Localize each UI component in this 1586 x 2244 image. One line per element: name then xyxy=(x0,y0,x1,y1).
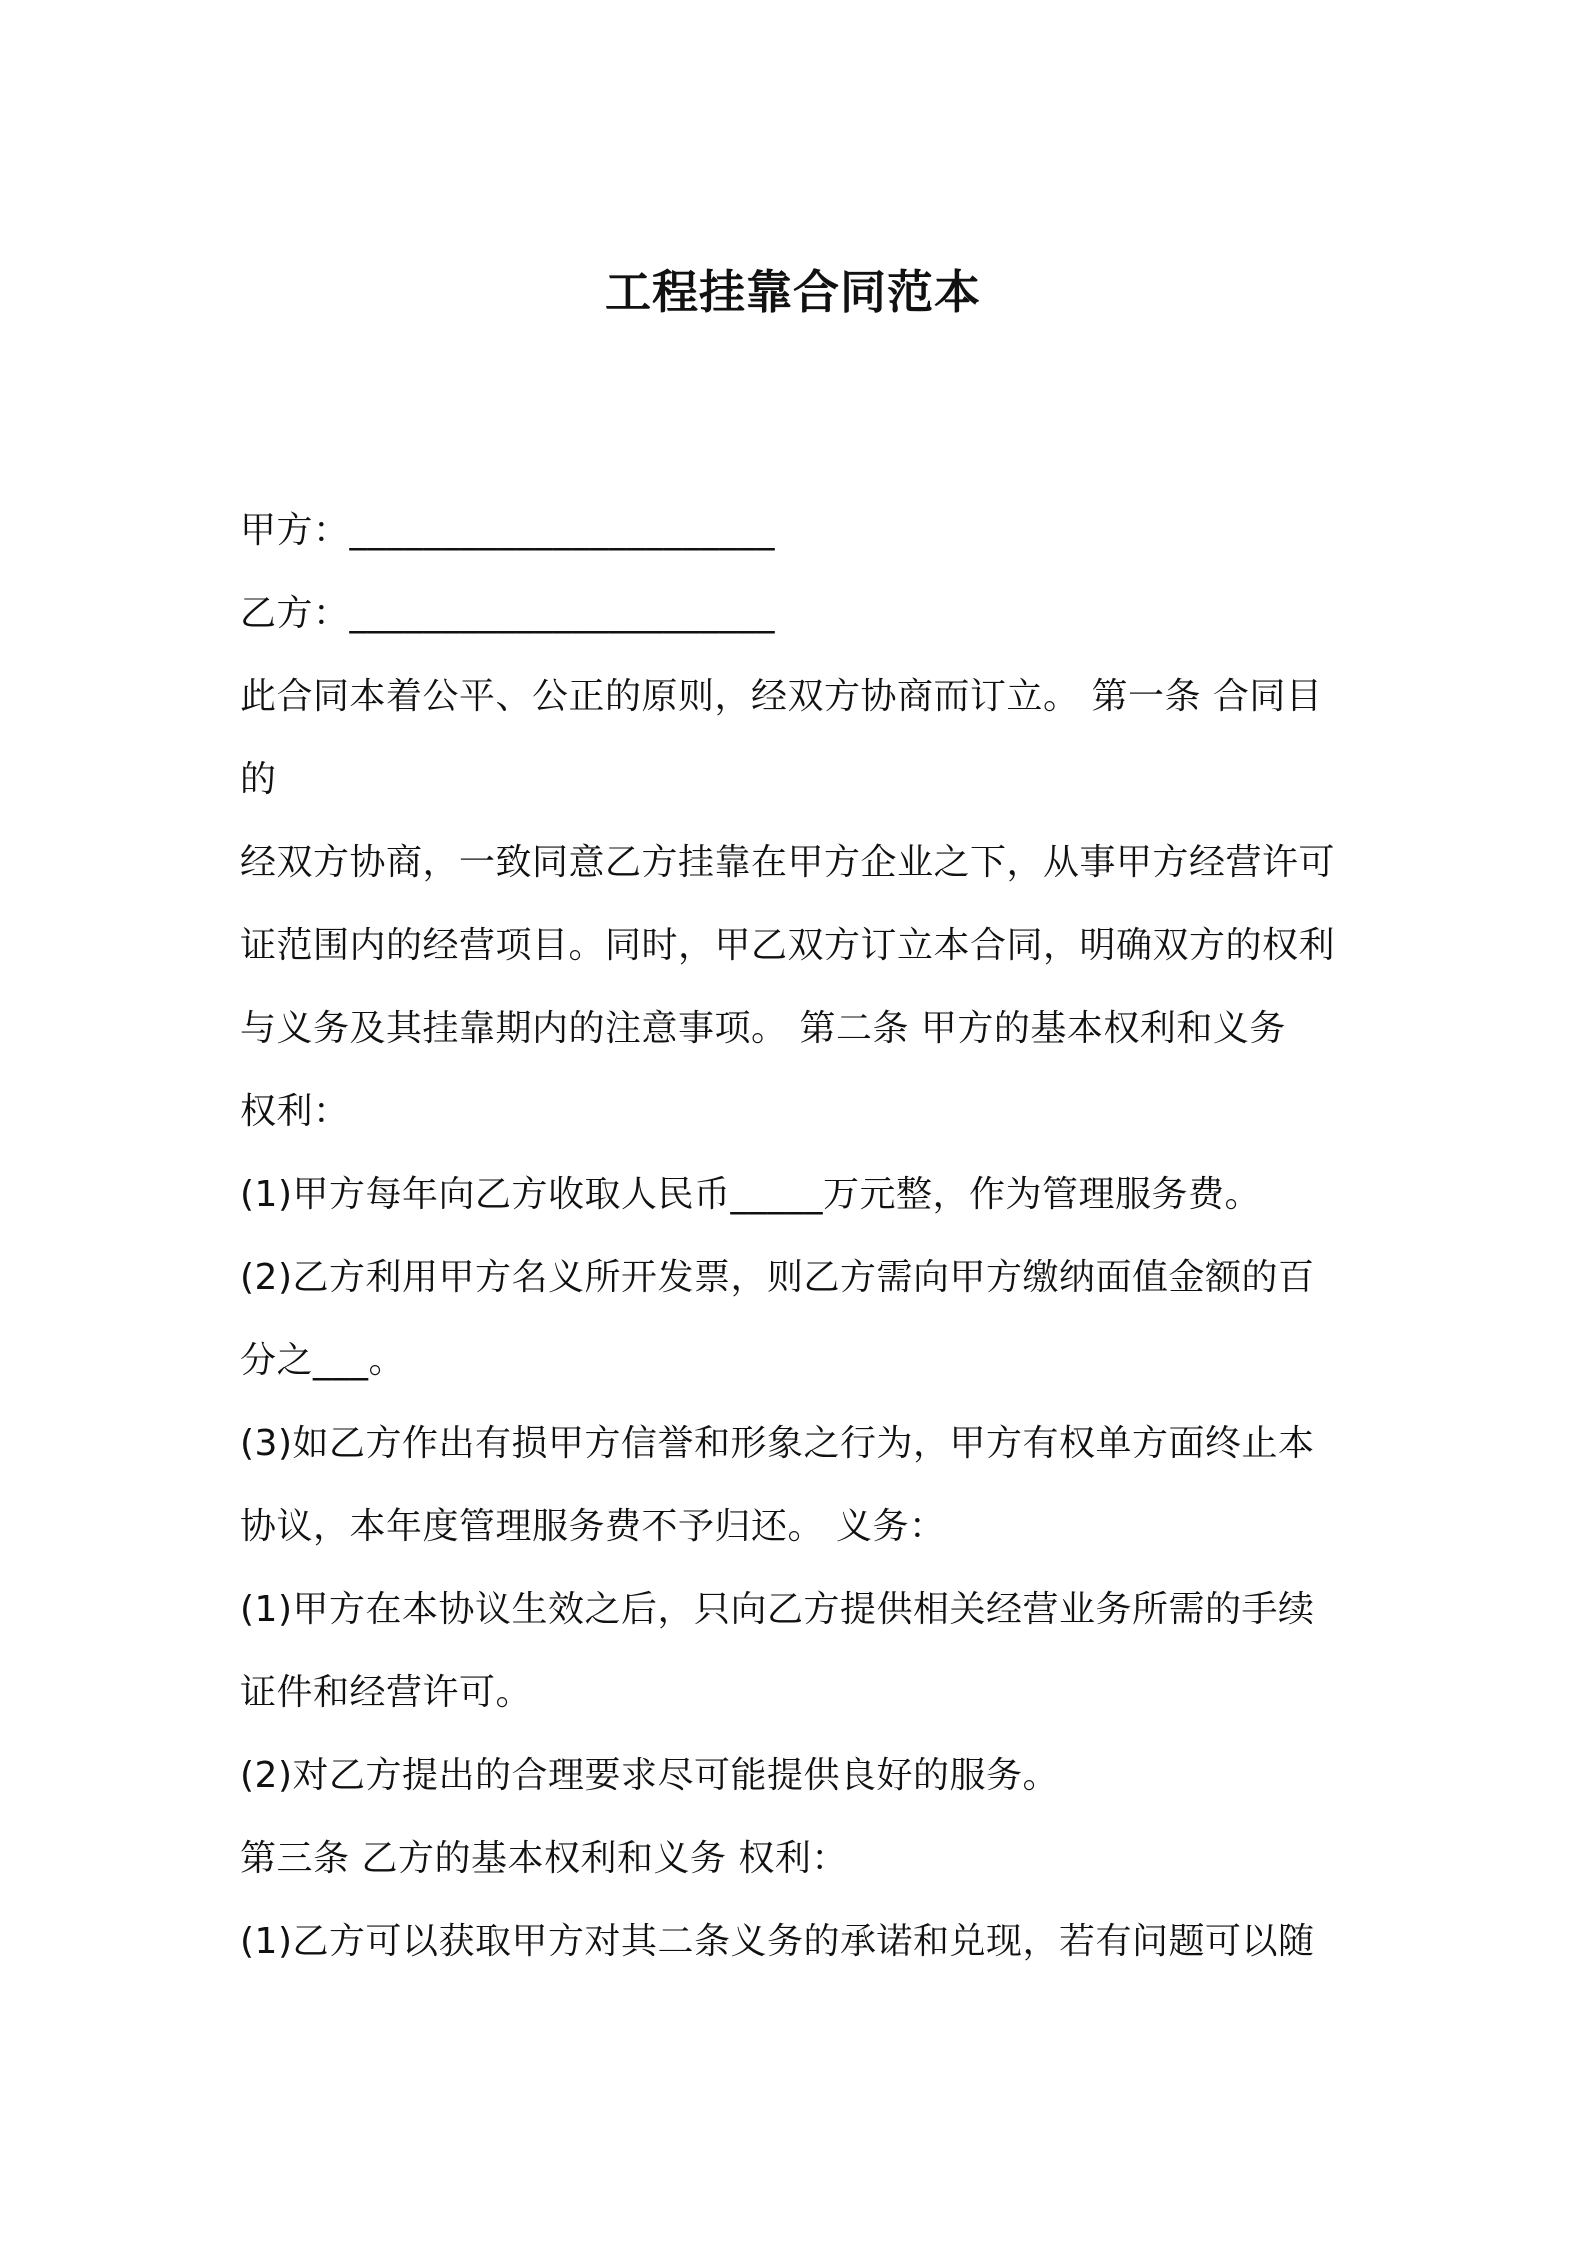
body-line: 权利： xyxy=(240,1091,350,1132)
party-a-line: 甲方：_______________________ xyxy=(240,510,776,551)
body-line: (3)如乙方作出有损甲方信誉和形象之行为，甲方有权单方面终止本 xyxy=(240,1423,1315,1464)
body-line: 证件和经营许可。 xyxy=(240,1672,533,1713)
body-line: 经双方协商，一致同意乙方挂靠在甲方企业之下，从事甲方经营许可 xyxy=(240,842,1336,883)
body-line: 此合同本着公平、公正的原则，经双方协商而订立。 第一条 合同目 xyxy=(240,676,1323,717)
body-line: 与义务及其挂靠期内的注意事项。 第二条 甲方的基本权利和义务 xyxy=(240,1008,1286,1049)
body-line: (2)对乙方提出的合理要求尽可能提供良好的服务。 xyxy=(240,1755,1059,1796)
body-line: 证范围内的经营项目。同时，甲乙双方订立本合同，明确双方的权利 xyxy=(240,925,1336,966)
body-line: 的 xyxy=(240,759,277,800)
body-line: 协议，本年度管理服务费不予归还。 义务： xyxy=(240,1506,946,1547)
body-line: (2)乙方利用甲方名义所开发票，则乙方需向甲方缴纳面值金额的百 xyxy=(240,1257,1315,1298)
body-line: (1)甲方每年向乙方收取人民币_____万元整，作为管理服务费。 xyxy=(240,1174,1261,1215)
body-line: (1)甲方在本协议生效之后，只向乙方提供相关经营业务所需的手续 xyxy=(240,1589,1315,1630)
document-title: 工程挂靠合同范本 xyxy=(605,265,981,319)
party-b-line: 乙方：_______________________ xyxy=(240,593,776,634)
body-line: 分之___。 xyxy=(240,1340,406,1381)
body-line: 第三条 乙方的基本权利和义务 权利： xyxy=(240,1838,848,1879)
body-line: (1)乙方可以获取甲方对其二条义务的承诺和兑现，若有问题可以随 xyxy=(240,1921,1315,1962)
